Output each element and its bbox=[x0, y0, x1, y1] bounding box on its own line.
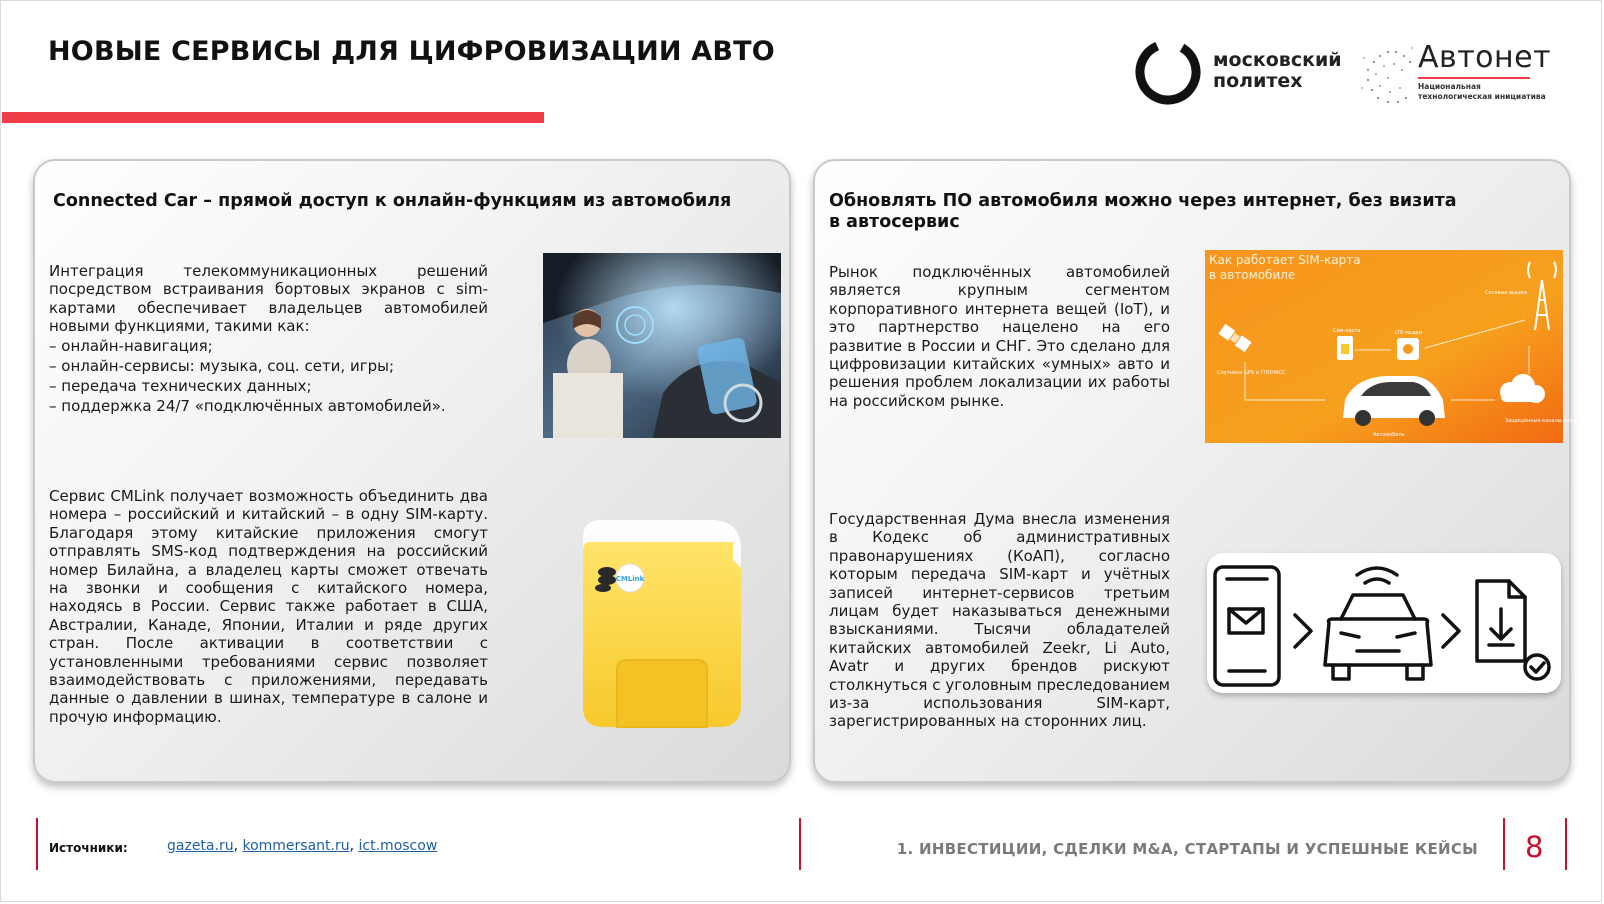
infographic-label-car: Автомобиль bbox=[1373, 432, 1405, 438]
title-accent-bar bbox=[2, 112, 544, 123]
polytech-logo-text bbox=[1213, 50, 1342, 92]
ota-update-diagram bbox=[1207, 553, 1561, 693]
duma-regulation-text: Государственная Дума внесла изменения в Кодекс об административных правонарушениях (КоАП), согласно которым передача SIM-карт и учётных записей интернет-сервисов третьим лицам будет наказываться денежными взысканиями. Тысячи обладателей китайских автомобилей Zeekr, Li Auto, Avatr и других брендов рискуют столкнуться с уголовным преследованием из-за использования SIM-карт, зарегистрированных на сторонних лиц. bbox=[829, 510, 1170, 731]
sources-label: Источники: bbox=[49, 841, 128, 855]
cmlink-logo-text: CMLink bbox=[615, 575, 645, 583]
connected-car-intro bbox=[49, 262, 488, 416]
source-link-gazeta[interactable]: gazeta.ru bbox=[167, 838, 234, 854]
cmlink-description: Сервис CMLink получает возможность объединить два номера – российский и китайский – в одну SIM-карту. Благодаря этому китайские приложения смогут отправлять SMS-код подтверждения на российский номер Билайна, а владелец карты сможет отвечать на звонки и сообщения с китайского номера, находясь в России. Сервис также работает в США, Австралии, Канаде, Японии, Италии и ряде других стран. После активации в соответствии с установленными требованиями сервис позволяет взаимодействовать с приложениями, передавать данные о давлении в шинах, температуре в салоне и прочую информацию. bbox=[49, 487, 488, 726]
list-item: – передача технических данных; bbox=[49, 376, 312, 395]
avtonet-logo-name: Автонет bbox=[1418, 40, 1552, 75]
infographic-title-line2: в автомобиле bbox=[1209, 268, 1296, 282]
car-interior-photo bbox=[543, 253, 781, 438]
list-item: – онлайн-сервисы: музыка, соц. сети, игры; bbox=[49, 356, 395, 375]
section-label: 1. ИНВЕСТИЦИИ, СДЕЛКИ M&A, СТАРТАПЫ И УСПЕШНЫЕ КЕЙСЫ bbox=[896, 840, 1478, 858]
footer-divider-page-left bbox=[1503, 818, 1505, 870]
sim-card-image bbox=[583, 520, 741, 727]
iot-market-text: Рынок подключённых автомобилей является крупным сегментом корпоративного интернета вещей (IoT), и это партнерство нацелено на его развитие в России и СНГ. Это сделано для цифровизации китайских «умных» авто и решения проблем локализации их работы на российском рынке. bbox=[829, 263, 1170, 410]
infographic-title-line1: Как работает SIM-карта bbox=[1209, 253, 1361, 267]
avtonet-logo-underline bbox=[1418, 77, 1530, 79]
connected-car-icon bbox=[1325, 568, 1431, 679]
footer-divider-left bbox=[36, 818, 38, 870]
connected-car-heading: Connected Car – прямой доступ к онлайн-функциям из автомобиля bbox=[53, 191, 732, 211]
sources-list: gazeta.ru, kommersant.ru, ict.moscow bbox=[167, 838, 438, 854]
phone-icon bbox=[1215, 567, 1279, 685]
source-link-kommersant[interactable]: kommersant.ru bbox=[242, 838, 350, 854]
list-item: – поддержка 24/7 «подключённых автомобилей». bbox=[49, 396, 446, 415]
infographic-label-satellites: Спутники GPS и ГЛОНАСС bbox=[1217, 370, 1286, 376]
page-title: НОВЫЕ СЕРВИСЫ ДЛЯ ЦИФРОВИЗАЦИИ АВТО bbox=[48, 36, 775, 67]
infographic-label-modem: LTE-модем bbox=[1395, 330, 1423, 336]
software-update-heading: Обновлять ПО автомобиля можно через интернет, без визита в автосервис bbox=[829, 191, 1457, 232]
page-number: 8 bbox=[1525, 830, 1544, 864]
sim-in-car-infographic bbox=[1205, 250, 1578, 443]
chevron-right-icon bbox=[1443, 615, 1459, 647]
polytech-logo-line2: политех bbox=[1213, 70, 1303, 92]
polytech-logo-line1: московский bbox=[1213, 49, 1342, 71]
footer-divider-page-right bbox=[1565, 818, 1567, 870]
source-link-ict-moscow[interactable]: ict.moscow bbox=[358, 838, 438, 854]
infographic-label-sim: Сим-карта bbox=[1333, 328, 1361, 334]
footer-divider-middle bbox=[799, 818, 801, 870]
chevron-right-icon bbox=[1295, 615, 1311, 647]
download-file-icon bbox=[1477, 581, 1549, 679]
list-item: – онлайн-навигация; bbox=[49, 336, 213, 355]
connected-car-intro-text: Интеграция телекоммуникационных решений посредством встраивания бортовых экранов с sim-картами обеспечивает владельцев автомобилей новыми функциями, такими как: bbox=[49, 262, 488, 336]
infographic-label-secure-channels: Защищённые каналы связи bbox=[1505, 418, 1578, 424]
infographic-label-towers: Сотовые вышки bbox=[1485, 290, 1527, 296]
connected-car-feature-list bbox=[49, 336, 488, 416]
avtonet-logo-subtitle: Национальная технологическая инициатива bbox=[1418, 82, 1546, 101]
